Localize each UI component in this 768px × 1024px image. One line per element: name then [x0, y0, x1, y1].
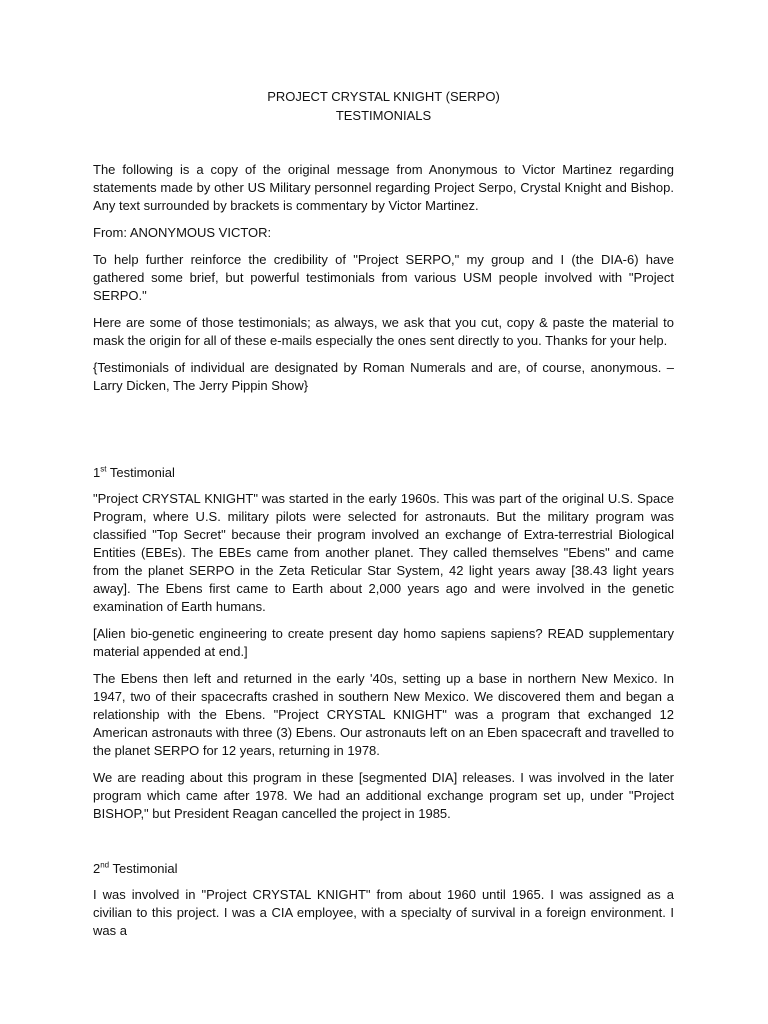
document-body — [93, 87, 674, 949]
intro-paragraph: Here are some of those testimonials; as always, we ask that you cut, copy & paste the material to mask the origin for all of these e-mails especially the ones sent directly to you. Thanks for your help. — [93, 315, 674, 348]
testimonial-number: 1 — [93, 465, 101, 480]
ordinal-suffix: st — [100, 464, 107, 474]
intro-paragraph: To help further reinforce the credibility of "Project SERPO," my group and I (the DIA-6) have gathered some brief, but powerful testimonials from various USM people involved with "Project SERPO." — [93, 252, 674, 303]
intro-paragraph: The following is a copy of the original message from Anonymous to Victor Martinez regarding statements made by other US Military personnel regarding Project Serpo, Crystal Knight and Bishop. Any text surrounded by brackets is commentary by Victor Martinez. — [93, 162, 674, 213]
testimonial-label: Testimonial — [109, 861, 178, 876]
spacer — [93, 832, 674, 860]
testimonial-heading — [93, 464, 674, 482]
testimonial-number: 2 — [93, 861, 101, 876]
testimonial-label: Testimonial — [106, 465, 175, 480]
testimonial-paragraph: "Project CRYSTAL KNIGHT" was started in the early 1960s. This was part of the original U.S. Space Program, where U.S. military pilots were selected for astronauts. But the military program was classified "Top Secret" because their program involved an exchange of Extra-terrestrial Biological Entities (EBEs). The EBEs came from another planet. They called themselves "Ebens" and came from the planet SERPO in the Zeta Reticular Star System, 42 light years away [38.43 light years away]. The Ebens first came to Earth about 2,000 years ago and were involved in the genetic examination of Earth humans. — [93, 491, 674, 614]
document-title: PROJECT CRYSTAL KNIGHT (SERPO) — [267, 89, 500, 104]
testimonial-paragraph: I was involved in "Project CRYSTAL KNIGHT" from about 1960 until 1965. I was assigned as a civilian to this project. I was a CIA employee, with a specialty of survival in a foreign environment. I was a — [93, 887, 674, 938]
ordinal-suffix: nd — [100, 860, 110, 870]
testimonial-paragraph: We are reading about this program in these [segmented DIA] releases. I was involved in the later program which came after 1978. We had an additional exchange program set up, under "Project BISHOP," but President Reagan cancelled the project in 1985. — [93, 770, 674, 821]
from-line: From: ANONYMOUS VICTOR: — [93, 225, 272, 240]
spacer — [93, 404, 674, 464]
testimonial-heading — [93, 860, 674, 878]
testimonial-paragraph: The Ebens then left and returned in the early '40s, setting up a base in northern New Mexico. In 1947, two of their spacecrafts crashed in southern New Mexico. We discovered them and began a relationship with the Ebens. "Project CRYSTAL KNIGHT" was a program that exchanged 12 American astronauts with three (3) Ebens. Our astronauts left on an Eben spacecraft and travelled to the planet SERPO for 12 years, returning in 1978. — [93, 671, 674, 758]
testimonial-paragraph: [Alien bio-genetic engineering to create present day homo sapiens sapiens? READ supplementary material appended at end.] — [93, 626, 674, 659]
document-subtitle: TESTIMONIALS — [335, 108, 432, 123]
editor-note: {Testimonials of individual are designated by Roman Numerals and are, of course, anonymous. – Larry Dicken, The Jerry Pippin Show} — [93, 360, 674, 393]
title-block — [93, 87, 674, 125]
